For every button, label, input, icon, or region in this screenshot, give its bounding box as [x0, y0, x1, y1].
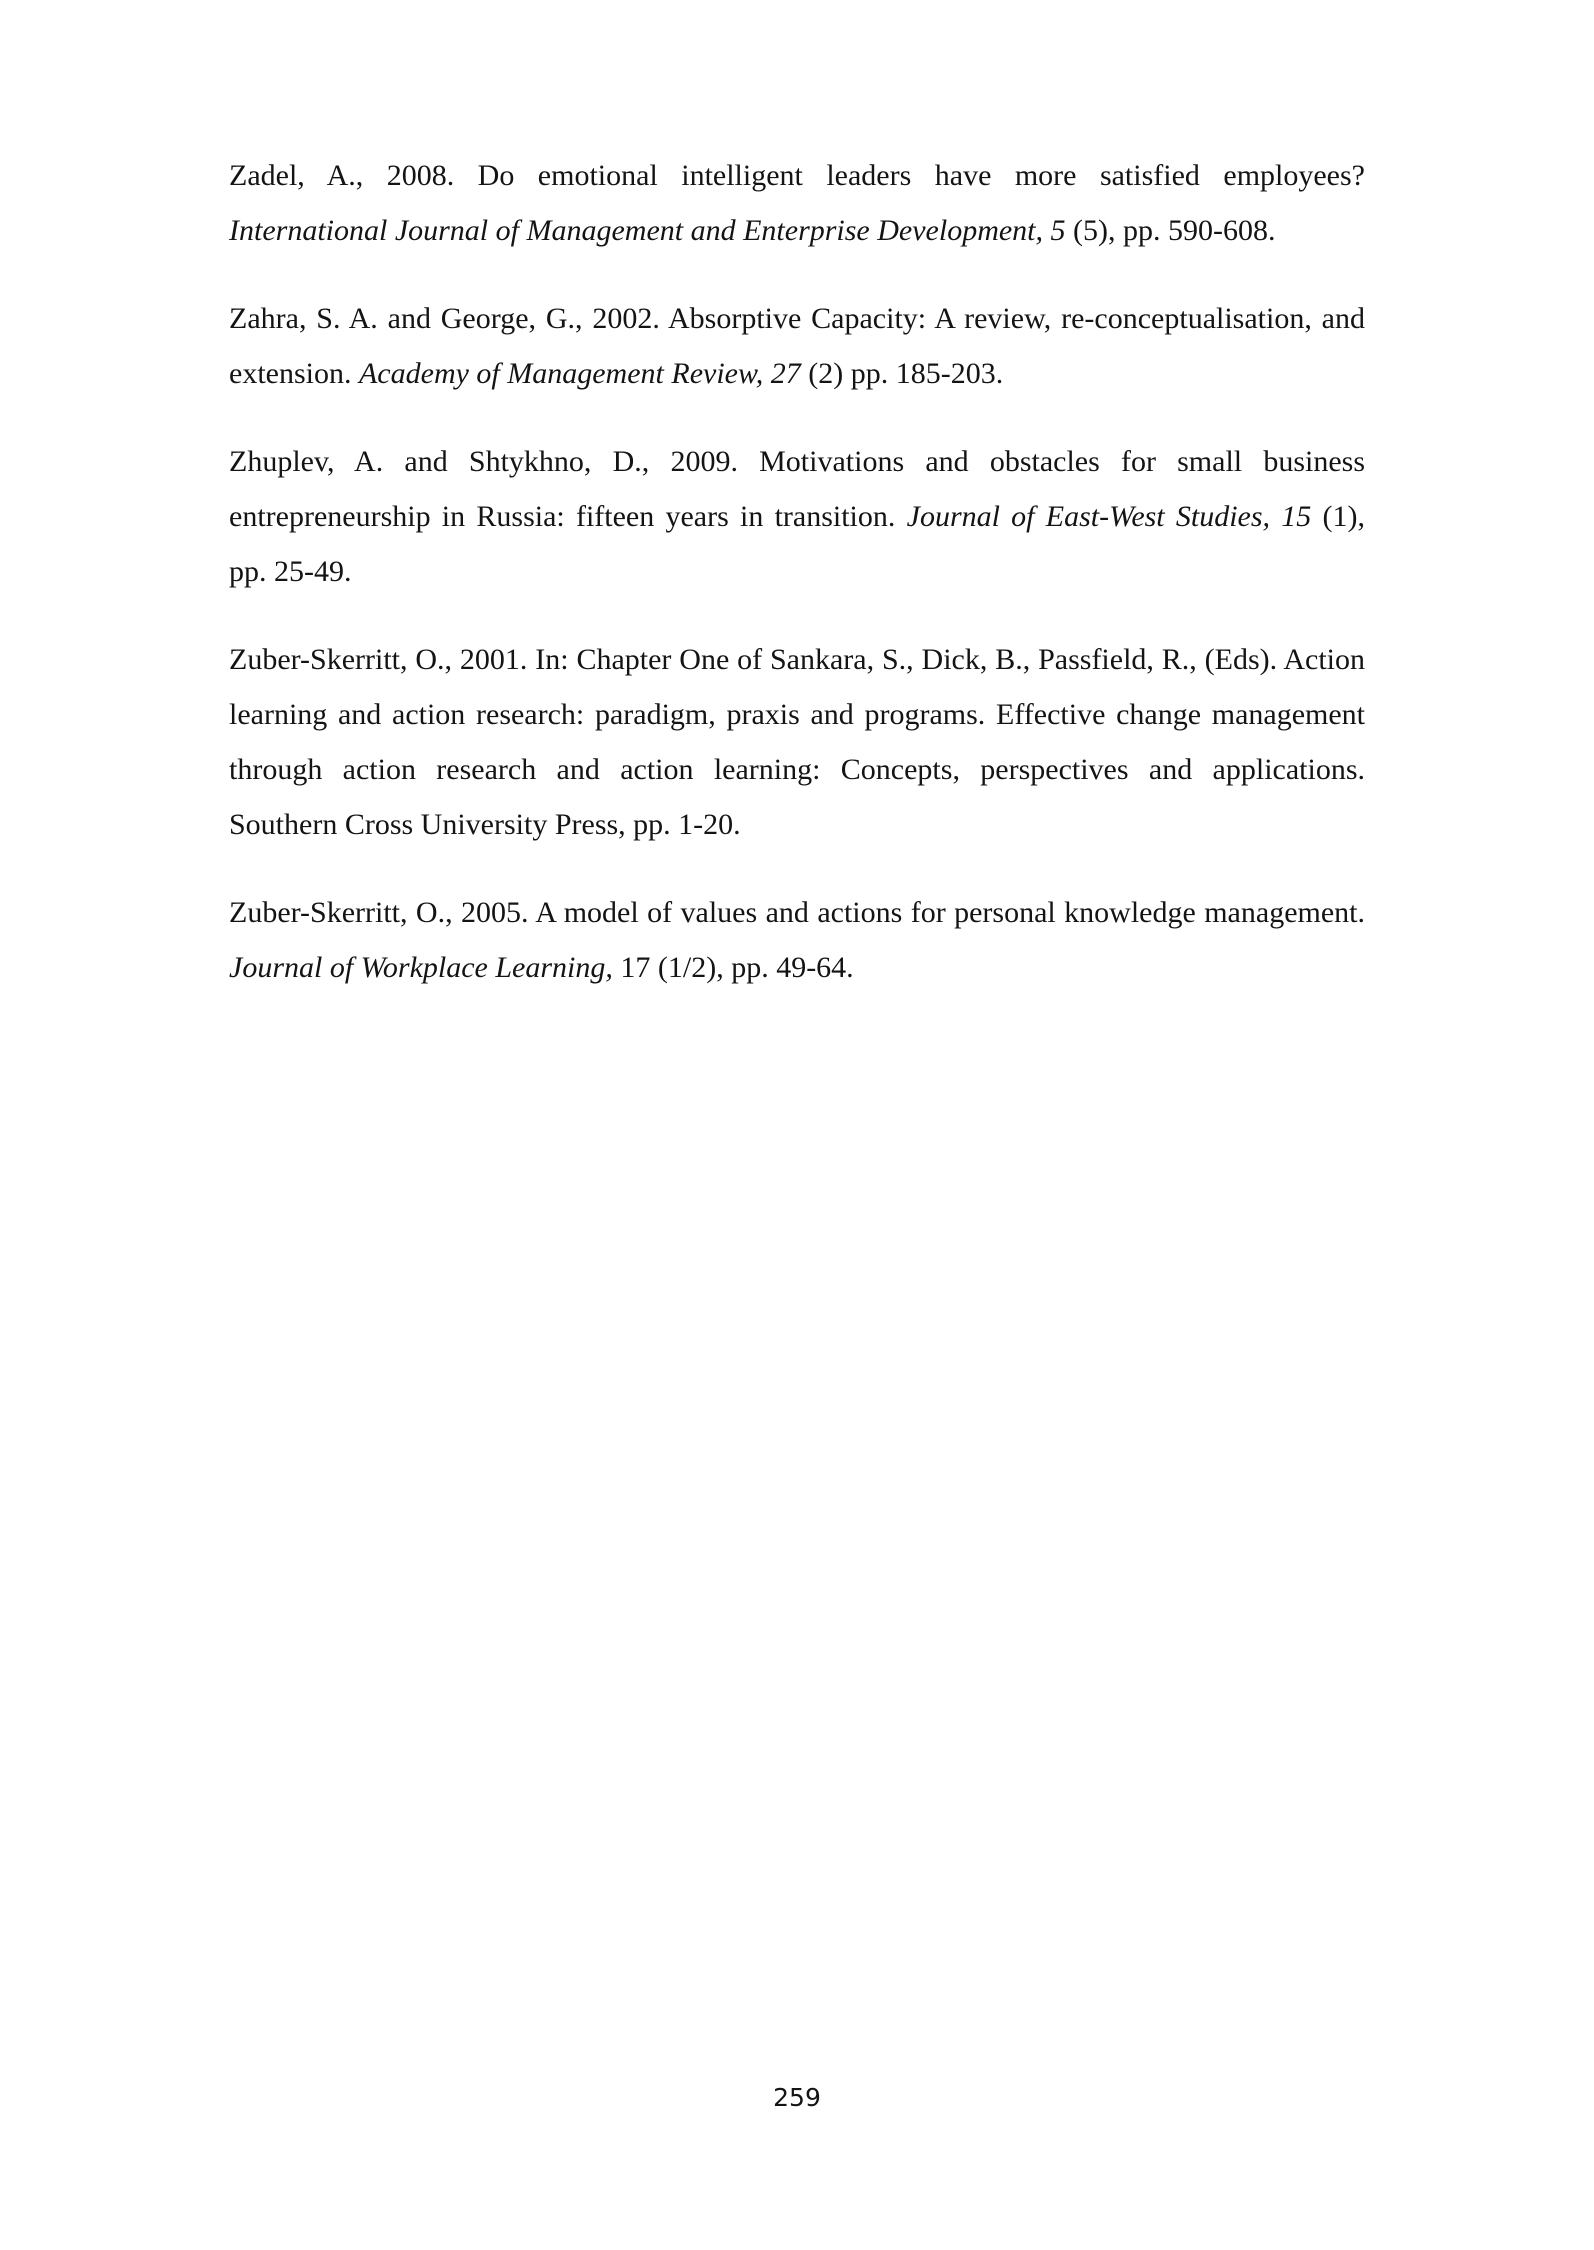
reference-list: [229, 148, 1365, 1028]
reference-zahra-2002: [229, 291, 1365, 401]
page-number: 259: [773, 2083, 821, 2112]
reference-journal: International Journal of Management and Enterprise Development, 5: [229, 214, 1066, 247]
reference-text: Zhuplev, A. and Shtykhno, D., 2009. Motivations and obstacles for small business entrepreneurship in Russia: fifteen years in transition.: [229, 445, 1365, 533]
reference-text: Zuber-Skerritt, O., 2005. A model of values and actions for personal knowledge management.: [229, 896, 1365, 929]
reference-text: Zadel, A., 2008. Do emotional intelligent leaders have more satisfied employees?: [229, 159, 1365, 192]
reference-zhuplev-2009: [229, 434, 1365, 599]
reference-zuber-skerritt-2005: [229, 885, 1365, 995]
reference-details: (2) pp. 185-203.: [800, 357, 1004, 390]
reference-journal: Academy of Management Review, 27: [358, 357, 801, 390]
reference-details: (5), pp. 590-608.: [1065, 214, 1276, 247]
reference-text: Zahra, S. A. and George, G., 2002. Absorptive Capacity: A review, re-conceptualisation, and extension.: [229, 302, 1365, 390]
reference-zadel-2008: [229, 148, 1365, 258]
reference-journal: Journal of East-West Studies, 15: [906, 500, 1312, 533]
reference-details: (1), pp. 25-49.: [229, 500, 1365, 588]
reference-zuber-skerritt-2001: [229, 632, 1365, 852]
reference-text: Zuber-Skerritt, O., 2001. In: Chapter One of Sankara, S., Dick, B., Passfield, R., (Eds). Action learning and action research: paradigm, praxis and programs. Effective change management through action research and action learning: Concepts, perspectives and applications. Southern Cross University Press, pp. 1-20.: [229, 643, 1365, 841]
reference-journal: Journal of Workplace Learning,: [229, 951, 613, 984]
reference-details: 17 (1/2), pp. 49-64.: [612, 951, 854, 984]
